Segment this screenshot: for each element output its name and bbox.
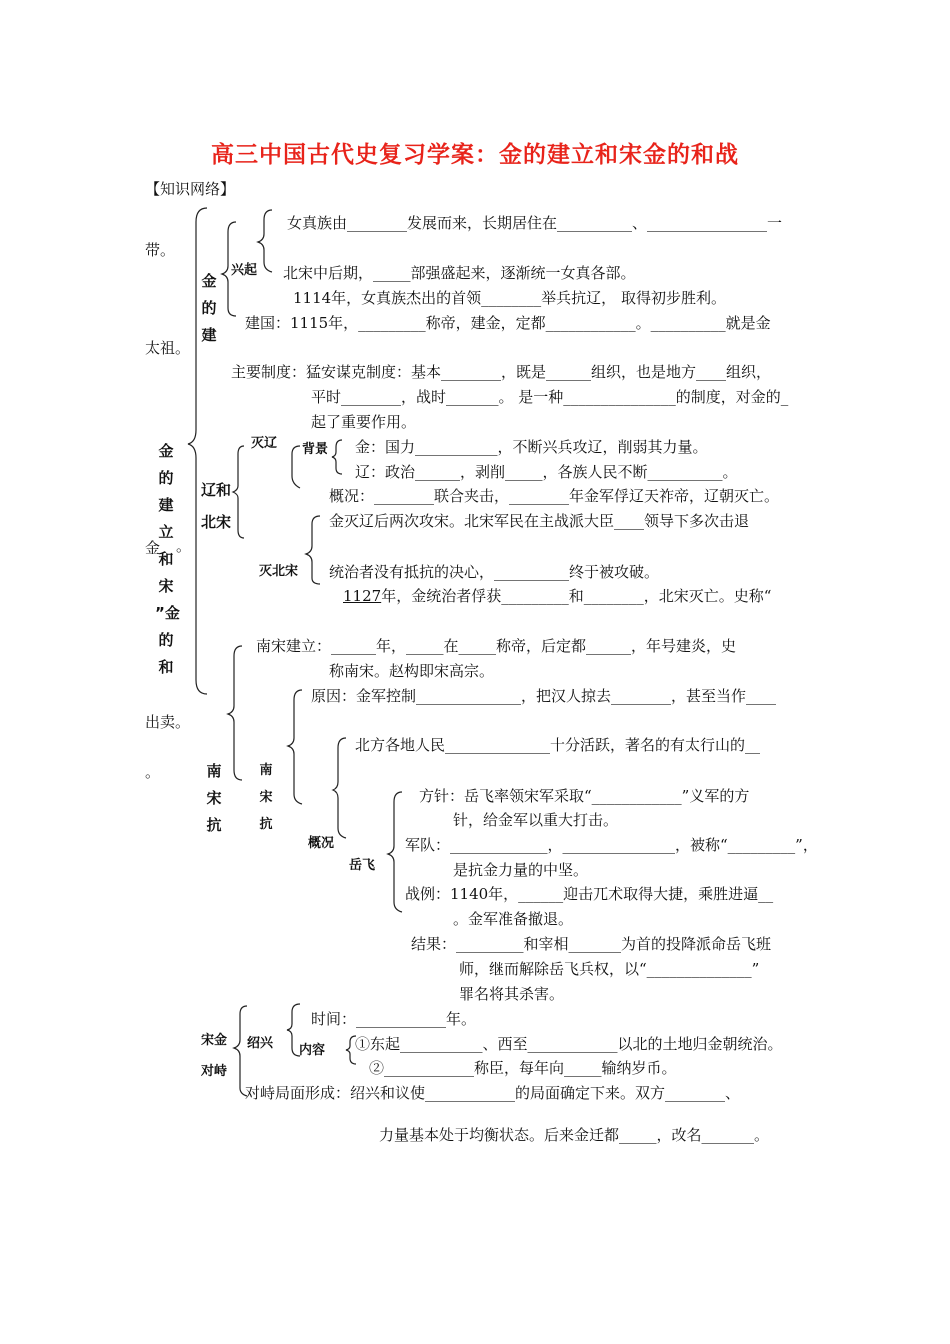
text-line: 金：国力___________，不断兴兵攻辽，削弱其力量。 <box>355 438 708 456</box>
text-line: 统治者没有抵抗的决心，__________终于被攻破。 <box>329 563 660 581</box>
text-line: 主要制度：猛安谋克制度：基本________，既是______组织，也是地方____组织， <box>231 363 772 381</box>
text-line: 师，继而解除岳飞兵权，以“______________” <box>459 960 760 978</box>
text-line: 原因：金军控制______________，把汉人掠去________，甚至当作____ <box>311 687 777 705</box>
margin-fragment: 带。 <box>145 241 176 259</box>
text-line: 辽：政治______，剥削_____，各族人民不断__________。 <box>355 463 738 481</box>
section-label: 【知识网络】 <box>145 180 236 198</box>
text-line: 起了重要作用。 <box>311 413 417 431</box>
text-line: 金灭辽后两次攻宋。北宋军民在主战派大臣____领导下多次击退 <box>329 512 750 530</box>
label-yue-fei: 岳飞 <box>349 858 376 873</box>
brace-jin-founding <box>222 222 236 316</box>
text-line: 女真族由________发展而来，长期居住在__________、________________一 <box>287 214 783 232</box>
text-line: 1127年，金统治者俘获_________和________，北宋灭亡。史称“ <box>343 587 772 605</box>
brace-nan-song-sub <box>288 690 302 804</box>
text-line: 战例：1140年，______迎击兀术取得大捷，乘胜进逼__ <box>405 885 774 903</box>
text-line: 方针：岳飞率领宋军采取“____________”义军的方 <box>419 787 750 805</box>
label-xingqi: 兴起 <box>231 263 258 278</box>
text-line: 针，给金军以重大打击。 <box>453 811 619 829</box>
brace-jin-liao <box>332 440 342 474</box>
label-beijing: 背景 <box>302 442 329 457</box>
brace-xingqi <box>258 210 272 272</box>
southern-song-small-vertical-label: 南 宋 抗 <box>259 763 273 832</box>
text-line: 称南宋。赵构即宋高宗。 <box>329 662 495 680</box>
brace-nan-song <box>228 646 242 780</box>
label-mie-liao: 灭辽 <box>251 436 278 451</box>
label-dui-zhi: 对峙 <box>201 1064 228 1079</box>
brace-song-jin <box>234 1006 247 1096</box>
brace-shaoxing <box>287 1004 300 1056</box>
label-gaikuang: 概况 <box>308 836 335 851</box>
label-mie-bei-song: 灭北宋 <box>259 564 299 579</box>
text-line: 军队：_____________，_______________，被称“_________”， <box>405 836 818 854</box>
brace-gaikuang <box>333 738 346 838</box>
margin-fragment: 出卖。 <box>145 713 191 731</box>
margin-fragment: 。 <box>176 537 192 555</box>
page-title: 高三中国古代史复习学案：金的建立和宋金的和战 <box>211 142 739 168</box>
brace-yue-fei <box>388 792 402 912</box>
southern-song-vertical-label: 南 宋 抗 <box>206 762 222 834</box>
text-line: 力量基本处于均衡状态。后来金迁都_____，改名_______。 <box>379 1126 770 1144</box>
text-line: 北宋中后期，_____部强盛起来，逐渐统一女真各部。 <box>283 264 636 282</box>
text-line: 时间：____________年。 <box>311 1010 477 1028</box>
text-line: 南宋建立：______年，_____在_____称帝，后定都______，年号建炎，史 <box>256 637 737 655</box>
label-shaoxing: 绍兴 <box>247 1036 274 1051</box>
text-line: 平时________，战时_______。 是一种_______________的制度，对金的_ <box>311 388 789 406</box>
text-line: 概况：________联合夹击，________年金军俘辽天祚帝，辽朝灭亡。 <box>329 487 780 505</box>
brace-liao-background <box>292 446 300 488</box>
brace-mie-bei-song <box>306 516 320 584</box>
text-line: 结果：_________和宰相_______为首的投降派命岳飞班 <box>411 935 772 953</box>
text-line: 北方各地人民______________十分活跃，著名的有太行山的__ <box>355 736 761 754</box>
label-bei-song: 北宋 <box>201 513 232 531</box>
margin-fragment: 金 <box>145 539 161 557</box>
label-song-jin: 宋金 <box>201 1033 228 1048</box>
label-liao-he: 辽和 <box>201 481 232 499</box>
text-line: 罪名将其杀害。 <box>459 985 565 1003</box>
label-neirong: 内容 <box>299 1043 326 1058</box>
margin-fragment: 太祖。 <box>145 339 191 357</box>
jin-founding-vertical-label: 金 的 建 <box>201 272 217 344</box>
margin-fragment: 。 <box>145 763 161 781</box>
year-underlined: 1127 <box>343 587 382 605</box>
brace-neirong <box>346 1036 356 1064</box>
text-line: ①东起___________、西至____________以北的土地归金朝统治。 <box>355 1035 783 1053</box>
outer-brace <box>188 208 207 694</box>
text-line: 1114年，女真族杰出的首领________举兵抗辽， 取得初步胜利。 <box>293 289 726 307</box>
brace-mie-liao <box>233 446 244 538</box>
main-topic-vertical-label: 金 的 建 立 和 宋 ”金 的 和 <box>155 442 180 676</box>
text-line: 建国：1115年，_________称帝，建金，定都____________。__________就是金 <box>245 314 771 332</box>
text-line: 是抗金力量的中坚。 <box>453 861 589 879</box>
text-line: 对峙局面形成：绍兴和议使____________的局面确定下来。双方________、 <box>245 1084 741 1102</box>
text-line: 。金军准备撤退。 <box>453 910 574 928</box>
text-line: ②____________称臣，每年向_____输纳岁币。 <box>369 1059 677 1077</box>
